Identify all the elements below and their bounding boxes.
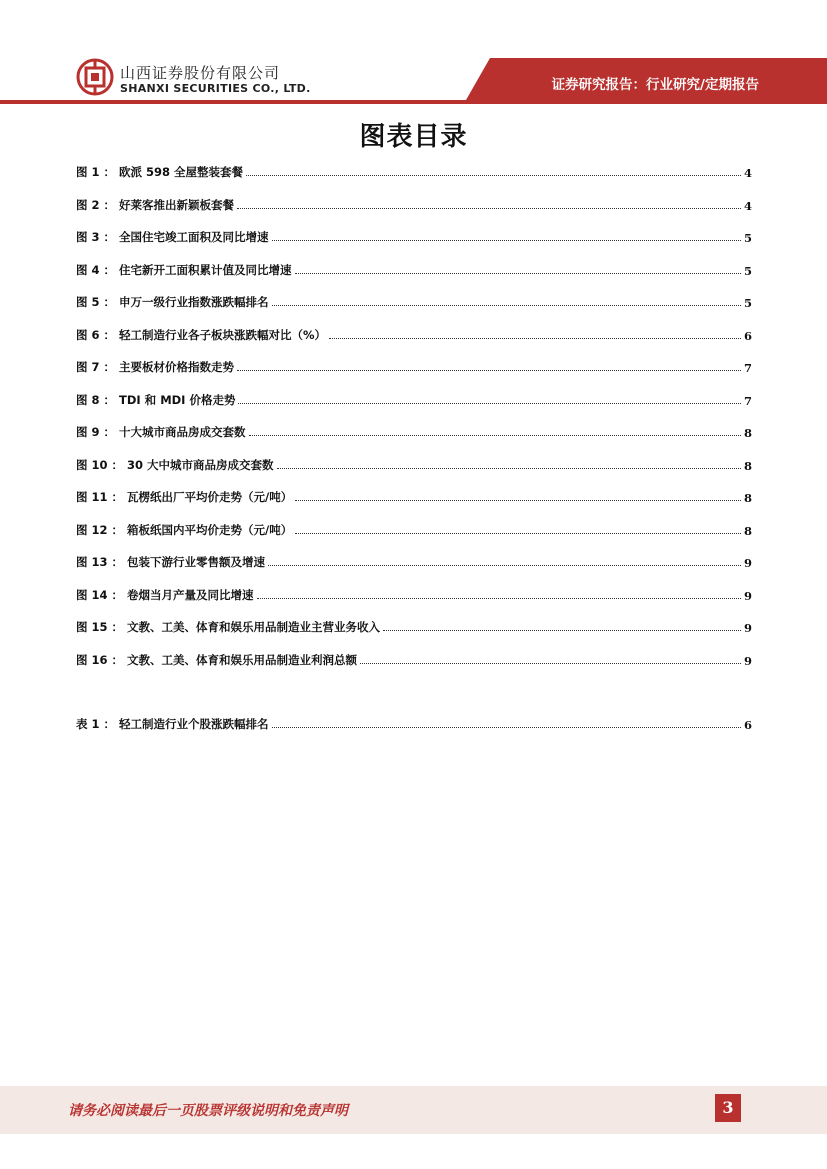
toc-leader-dots	[383, 629, 741, 631]
toc-entry[interactable]	[76, 615, 752, 635]
toc-entry-label: 图 10 ： 30 大中城市商品房成交套数	[76, 457, 274, 472]
toc-entry-table[interactable]	[76, 712, 752, 732]
company-logo	[76, 58, 316, 102]
toc-entry[interactable]	[76, 518, 752, 538]
toc-entry-label: 图 7 ： 主要板材价格指数走势	[76, 360, 235, 374]
footer-disclaimer: 请务必阅读最后一页股票评级说明和免责声明	[68, 1103, 348, 1119]
toc-leader-dots	[295, 499, 741, 501]
toc-entry-page: 8	[743, 458, 752, 473]
toc-leader-dots	[272, 726, 741, 728]
toc-entry[interactable]	[76, 420, 752, 440]
toc-leader-dots	[246, 174, 741, 176]
toc-entry-page: 8	[743, 523, 752, 538]
toc-entry-label: 图 1 ： 欧派 598 全屋整装套餐	[76, 165, 244, 179]
toc-entry-label: 图 8 ： TDI 和 MDI 价格走势	[76, 392, 236, 407]
toc-entry[interactable]	[76, 323, 752, 343]
toc-entry[interactable]	[76, 225, 752, 245]
toc-entry-page: 8	[743, 426, 752, 440]
toc-entry-page: 7	[743, 361, 752, 375]
page-number: 3	[715, 1094, 741, 1122]
page-header	[0, 0, 827, 108]
report-type: 证券研究报告：行业研究/定期报告	[551, 77, 759, 93]
toc-entry-page: 6	[743, 718, 752, 732]
toc-entry[interactable]	[76, 550, 752, 570]
toc-entry-label: 图 16 ： 文教、工美、体育和娱乐用品制造业利润总额	[76, 652, 358, 667]
toc-leader-dots	[272, 304, 741, 306]
toc-entry-label: 图 13 ： 包装下游行业零售额及增速	[76, 555, 266, 569]
toc-entry-label: 图 2 ： 好莱客推出新颖板套餐	[76, 197, 235, 212]
toc-leader-dots	[249, 434, 741, 436]
toc-entry-label: 图 4 ： 住宅新开工面积累计值及同比增速	[76, 262, 292, 277]
toc-entry[interactable]	[76, 290, 752, 310]
toc-entry-page: 4	[743, 198, 752, 213]
toc-entry[interactable]	[76, 258, 752, 278]
toc-entry-page: 7	[743, 393, 752, 408]
toc-entry-label: 图 14 ： 卷烟当月产量及同比增速	[76, 587, 254, 602]
toc-entry[interactable]	[76, 648, 752, 668]
toc-entry-page: 8	[743, 491, 752, 505]
page-title: 图表目录	[359, 122, 468, 152]
toc-leader-dots	[272, 239, 741, 241]
toc-entry-page: 9	[743, 621, 752, 635]
toc-leader-dots	[360, 662, 741, 664]
toc-leader-dots	[238, 402, 741, 404]
toc-leader-dots	[268, 564, 741, 566]
toc-entry-page: 9	[743, 653, 752, 668]
toc-entry[interactable]	[76, 583, 752, 603]
toc-leader-dots	[257, 597, 741, 599]
toc-entry-page: 9	[743, 556, 752, 570]
toc-entry[interactable]	[76, 355, 752, 375]
company-name-en: SHANXI SECURITIES CO., LTD.	[120, 82, 311, 95]
company-name-cn: 山西证券股份有限公司	[120, 64, 281, 82]
toc-entry-page: 5	[743, 263, 752, 278]
toc-entry-label: 图 6 ： 轻工制造行业各子板块涨跌幅对比（%）	[76, 327, 327, 342]
toc-leader-dots	[295, 272, 741, 274]
toc-entry-label: 表 1 ： 轻工制造行业个股涨跌幅排名	[76, 717, 269, 731]
toc-entry-label: 图 15 ： 文教、工美、体育和娱乐用品制造业主营业务收入	[76, 620, 381, 634]
toc-entry-page: 5	[743, 231, 752, 245]
toc-entry[interactable]	[76, 485, 752, 505]
toc-entry[interactable]	[76, 193, 752, 213]
toc-leader-dots	[277, 467, 741, 469]
toc-entry-page: 4	[743, 166, 752, 180]
toc-entry-page: 6	[743, 328, 752, 343]
toc-leader-dots	[237, 369, 741, 371]
toc-entry-label: 图 3 ： 全国住宅竣工面积及同比增速	[76, 230, 269, 244]
toc-entry-label: 图 9 ： 十大城市商品房成交套数	[76, 425, 246, 439]
toc-entry[interactable]	[76, 453, 752, 473]
toc-entry-label: 图 11 ： 瓦楞纸出厂平均价走势（元/吨）	[76, 490, 293, 504]
toc-entry[interactable]	[76, 160, 752, 180]
toc-entry-label: 图 12 ： 箱板纸国内平均价走势（元/吨）	[76, 522, 293, 537]
toc-leader-dots	[329, 337, 741, 339]
toc-entry[interactable]	[76, 388, 752, 408]
logo-mark-icon	[76, 58, 114, 96]
toc-entry-page: 9	[743, 588, 752, 603]
toc-leader-dots	[295, 532, 741, 534]
toc-leader-dots	[237, 207, 741, 209]
toc-entry-label: 图 5 ： 申万一级行业指数涨跌幅排名	[76, 295, 269, 309]
toc-entry-page: 5	[743, 296, 752, 310]
